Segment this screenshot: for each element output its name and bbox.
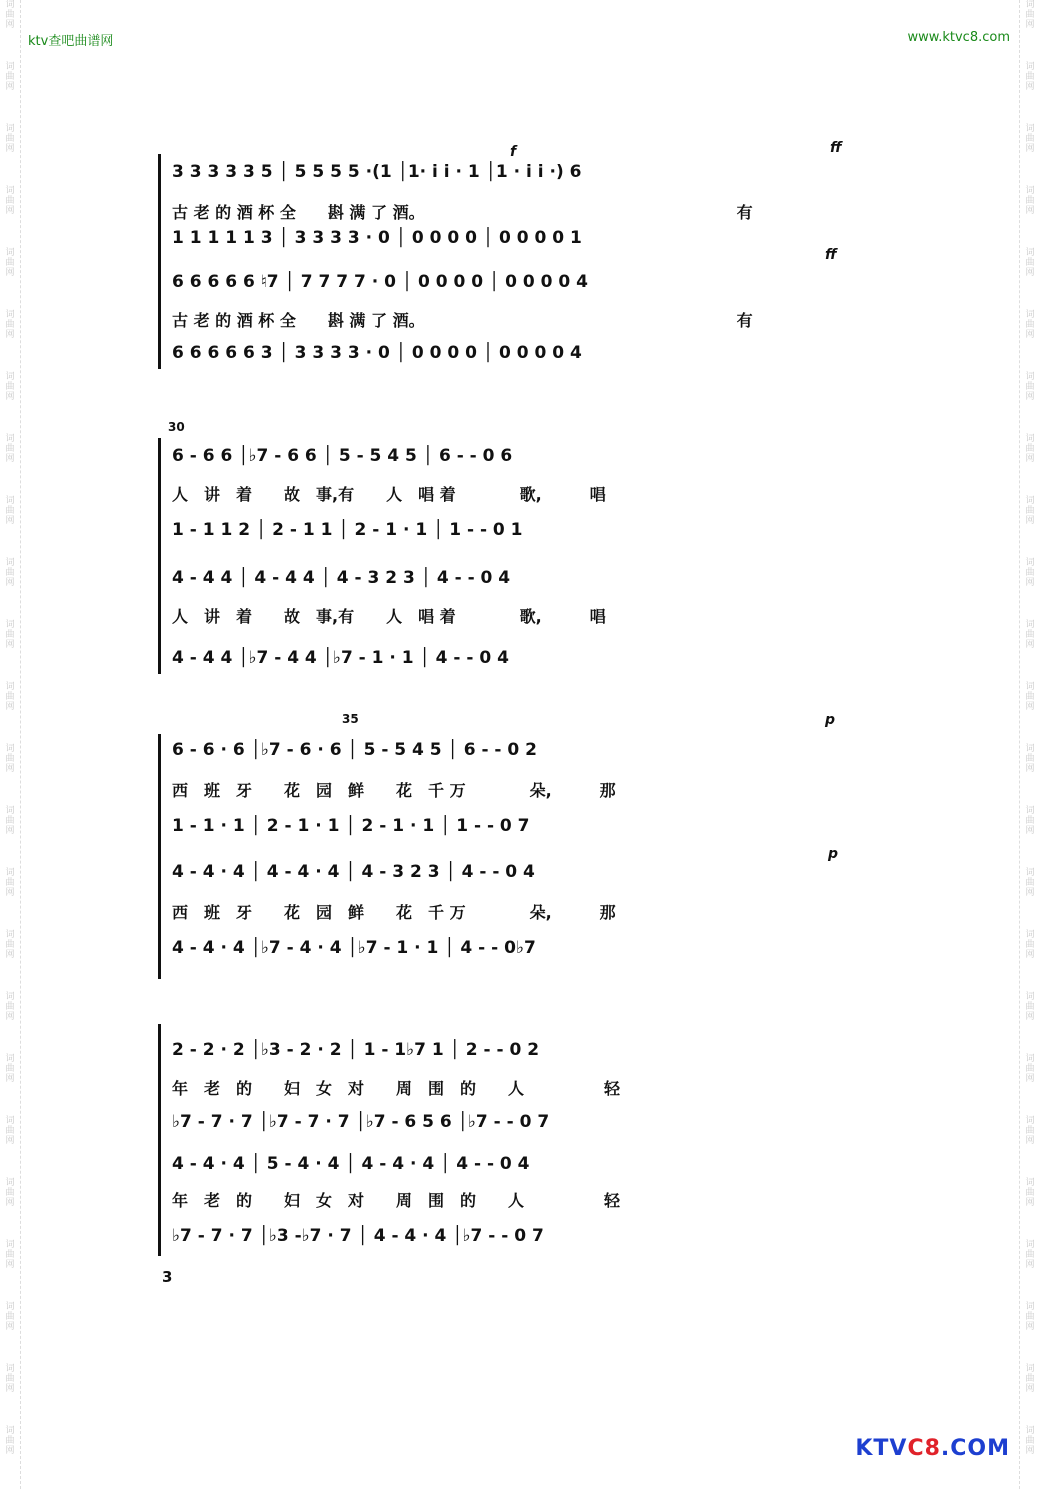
notes-text: ♭7 - 7 · 7 │♭3 -♭7 · 7 │ 4 - 4 · 4 │♭7 - - 0 7	[172, 1226, 544, 1246]
logo-part: .COM	[940, 1436, 1010, 1461]
watermark-glyph: 词 曲 网	[5, 992, 15, 1022]
lyric-text: 年 老 的 妇 女 对 周 围 的 人 轻	[172, 1191, 621, 1210]
notes-row	[172, 1040, 877, 1070]
watermark-glyph: 词 曲 网	[5, 806, 15, 836]
lyric-text: 人 讲 着 故 事,有 人 唱 着 歌, 唱	[172, 485, 606, 504]
watermark-glyph: 词 曲 网	[1025, 434, 1035, 464]
watermark-glyph: 词 曲 网	[5, 1426, 15, 1456]
system-bracket	[158, 438, 161, 674]
ktvc8-logo[interactable]	[855, 1436, 1010, 1461]
watermark-glyph: 词 曲 网	[1025, 1364, 1035, 1394]
logo-part: KTV	[855, 1436, 908, 1461]
notes-text: 4 - 4 4 │ 4 - 4 4 │ 4 - 3 2 3 │ 4 - - 0 4	[172, 568, 511, 588]
score-system-3	[150, 712, 890, 982]
watermark-glyph: 词 曲 网	[1025, 806, 1035, 836]
watermark-glyph: 词 曲 网	[5, 1178, 15, 1208]
watermark-glyph: 词 曲 网	[1025, 1178, 1035, 1208]
notes-text: 4 - 4 · 4 │ 5 - 4 · 4 │ 4 - 4 · 4 │ 4 - - 0 4	[172, 1154, 530, 1174]
watermark-glyph: 词 曲 网	[1025, 620, 1035, 650]
watermark-glyph: 词 曲 网	[5, 496, 15, 526]
watermark-glyph: 词 曲 网	[1025, 310, 1035, 340]
notes-row	[172, 446, 877, 476]
watermark-glyph: 词 曲 网	[1025, 1054, 1035, 1084]
watermark-glyph: 词 曲 网	[5, 620, 15, 650]
notes-row	[172, 862, 877, 892]
notes-text: 6 - 6 6 │♭7 - 6 6 │ 5 - 5 4 5 │ 6 - - 0 6	[172, 446, 513, 466]
notes-row	[172, 938, 877, 968]
notes-text: 1 - 1 1 2 │ 2 - 1 1 │ 2 - 1 · 1 │ 1 - - 0 1	[172, 520, 523, 540]
score-system-4	[150, 1020, 890, 1260]
dynamic-mark: f	[510, 144, 517, 160]
watermark-glyph: 词 曲 网	[1025, 744, 1035, 774]
notes-text: 6 6 6 6 6 3 │ 3 3 3 3 · 0 │ 0 0 0 0 │ 0 0 0 0 4	[172, 343, 582, 363]
lyric-text: 人 讲 着 故 事,有 人 唱 着 歌, 唱	[172, 607, 606, 626]
lyric-text: 古 老 的 酒 杯 全 斟 满 了 酒。 有	[172, 203, 753, 222]
dynamic-mark: p	[825, 712, 836, 728]
watermark-glyph: 词 曲 网	[5, 1054, 15, 1084]
watermark-glyph: 词 曲 网	[5, 744, 15, 774]
lyric-text: 古 老 的 酒 杯 全 斟 满 了 酒。 有	[172, 311, 753, 330]
watermark-glyph: 词 曲 网	[1025, 62, 1035, 92]
watermark-glyph: 词 曲 网	[5, 186, 15, 216]
watermark-glyph: 词 曲 网	[5, 310, 15, 340]
notes-text: 2 - 2 · 2 │♭3 - 2 · 2 │ 1 - 1♭7 1 │ 2 - - 0 2	[172, 1040, 540, 1060]
watermark-glyph: 词 曲 网	[5, 124, 15, 154]
notes-text: 3 3 3 3 3 5 │ 5 5 5 5 ·(1 │1· i i · 1 │1 · i i ·) 6	[172, 162, 582, 182]
notes-row	[172, 1226, 877, 1256]
watermark-glyph: 词 曲 网	[1025, 1116, 1035, 1146]
notes-row	[172, 1154, 877, 1184]
lyric-row	[172, 1188, 877, 1218]
lyric-row	[172, 1076, 877, 1106]
lyric-text: 年 老 的 妇 女 对 周 围 的 人 轻	[172, 1079, 621, 1098]
notes-row	[172, 740, 877, 770]
watermark-glyph: 词 曲 网	[1025, 1240, 1035, 1270]
lyric-row	[172, 308, 877, 338]
lyric-text: 西 班 牙 花 园 鲜 花 千 万 朵, 那	[172, 903, 616, 922]
notes-row	[172, 162, 877, 192]
lyric-text: 西 班 牙 花 园 鲜 花 千 万 朵, 那	[172, 781, 616, 800]
lyric-row	[172, 778, 877, 808]
watermark-glyph: 词 曲 网	[1025, 558, 1035, 588]
watermark-glyph: 词 曲 网	[1025, 372, 1035, 402]
watermark-glyph: 词 曲 网	[1025, 868, 1035, 898]
system-bracket	[158, 734, 161, 979]
site-name-header[interactable]: ktv查吧曲谱网	[28, 34, 114, 49]
notes-text: 1 1 1 1 1 3 │ 3 3 3 3 · 0 │ 0 0 0 0 │ 0 0 0 0 1	[172, 228, 582, 248]
logo-part: C8	[907, 1436, 941, 1461]
right-margin-watermark	[1019, 0, 1040, 1489]
dynamic-mark: p	[828, 846, 839, 862]
measure-number: 35	[342, 712, 359, 726]
notes-row	[172, 520, 877, 550]
watermark-glyph: 词 曲 网	[1025, 992, 1035, 1022]
notes-text: ♭7 - 7 · 7 │♭7 - 7 · 7 │♭7 - 6 5 6 │♭7 - - 0 7	[172, 1112, 550, 1132]
notes-text: 4 - 4 · 4 │ 4 - 4 · 4 │ 4 - 3 2 3 │ 4 - - 0 4	[172, 862, 535, 882]
lyric-row	[172, 604, 877, 634]
notes-text: 4 - 4 4 │♭7 - 4 4 │♭7 - 1 · 1 │ 4 - - 0 4	[172, 648, 509, 668]
watermark-glyph: 词 曲 网	[5, 558, 15, 588]
page-number: 3	[162, 1268, 173, 1286]
notes-text: 4 - 4 · 4 │♭7 - 4 · 4 │♭7 - 1 · 1 │ 4 - - 0♭7	[172, 938, 536, 958]
watermark-glyph: 词 曲 网	[1025, 930, 1035, 960]
watermark-glyph: 词 曲 网	[1025, 1302, 1035, 1332]
watermark-glyph: 词 曲 网	[5, 1364, 15, 1394]
notes-row	[172, 816, 877, 846]
notes-text: 1 - 1 · 1 │ 2 - 1 · 1 │ 2 - 1 · 1 │ 1 - - 0 7	[172, 816, 530, 836]
watermark-glyph: 词 曲 网	[1025, 682, 1035, 712]
left-margin-watermark	[0, 0, 21, 1489]
site-url-header[interactable]: www.ktvc8.com	[907, 30, 1010, 45]
watermark-glyph: 词 曲 网	[1025, 186, 1035, 216]
lyric-row	[172, 200, 877, 230]
lyric-row	[172, 900, 877, 930]
dynamic-mark: ff	[825, 247, 837, 263]
watermark-glyph: 词 曲 网	[5, 868, 15, 898]
notes-row	[172, 272, 877, 302]
watermark-glyph: 词 曲 网	[5, 434, 15, 464]
watermark-glyph: 词 曲 网	[1025, 124, 1035, 154]
notes-row	[172, 228, 877, 258]
watermark-glyph: 词 曲 网	[5, 62, 15, 92]
notes-text: 6 6 6 6 6 ♮7 │ 7 7 7 7 · 0 │ 0 0 0 0 │ 0 0 0 0 4	[172, 272, 588, 292]
watermark-glyph: 词 曲 网	[1025, 1426, 1035, 1456]
notes-row	[172, 568, 877, 598]
watermark-glyph: 词 曲 网	[5, 930, 15, 960]
notes-row	[172, 1112, 877, 1142]
score-system-2	[150, 420, 890, 680]
watermark-glyph: 词 曲 网	[1025, 248, 1035, 278]
watermark-glyph: 词 曲 网	[5, 372, 15, 402]
lyric-row	[172, 482, 877, 512]
watermark-glyph: 词 曲 网	[1025, 496, 1035, 526]
watermark-glyph: 词 曲 网	[5, 1302, 15, 1332]
watermark-glyph: 词 曲 网	[5, 682, 15, 712]
measure-number: 30	[168, 420, 185, 434]
watermark-glyph: 词 曲 网	[5, 1240, 15, 1270]
watermark-glyph: 词 曲 网	[1025, 0, 1035, 30]
notes-text: 6 - 6 · 6 │♭7 - 6 · 6 │ 5 - 5 4 5 │ 6 - - 0 2	[172, 740, 537, 760]
notes-row	[172, 343, 877, 373]
dynamic-mark: ff	[830, 140, 842, 156]
watermark-glyph: 词 曲 网	[5, 248, 15, 278]
watermark-glyph: 词 曲 网	[5, 1116, 15, 1146]
watermark-glyph: 词 曲 网	[5, 0, 15, 30]
notes-row	[172, 648, 877, 678]
system-bracket	[158, 1024, 161, 1256]
system-bracket	[158, 154, 161, 369]
score-system-1	[150, 140, 890, 375]
